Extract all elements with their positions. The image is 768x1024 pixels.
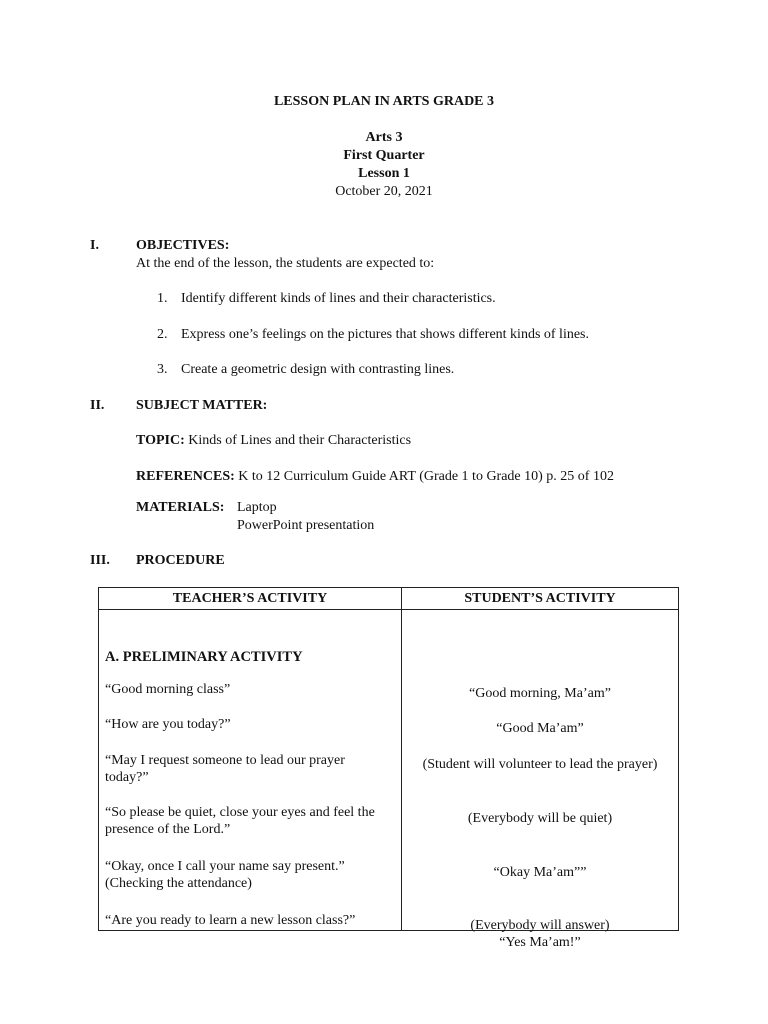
references-value: K to 12 Curriculum Guide ART (Grade 1 to Grade 10) p. 25 of 102: [238, 469, 614, 484]
procedure-heading: PROCEDURE: [136, 553, 225, 568]
teacher-activity-cell: [99, 610, 402, 931]
teacher-line: “Good morning class”: [105, 682, 231, 697]
objective-number: 2.: [157, 327, 168, 342]
references-label: REFERENCES:: [136, 469, 235, 484]
objective-item: Identify different kinds of lines and their characteristics.: [181, 291, 496, 306]
subject-line: Arts 3: [365, 130, 403, 145]
student-activity-header: STUDENT’S ACTIVITY: [402, 588, 679, 610]
student-line: (Everybody will be quiet): [467, 811, 613, 826]
lesson-line: Lesson 1: [358, 166, 410, 181]
material-item: PowerPoint presentation: [237, 518, 375, 533]
teacher-activity-header: TEACHER’S ACTIVITY: [99, 588, 402, 610]
student-line: (Student will volunteer to lead the prayer): [422, 757, 658, 772]
procedure-table: [98, 587, 679, 950]
topic-value: Kinds of Lines and their Characteristics: [188, 433, 412, 448]
student-line: “Okay Ma’am””: [493, 865, 587, 880]
objective-item: Express one’s feelings on the pictures that shows different kinds of lines.: [181, 327, 589, 342]
student-line: “Yes Ma’am!”: [499, 935, 581, 950]
teacher-line: “May I request someone to lead our prayer today?”: [105, 753, 345, 785]
objective-number: 1.: [157, 291, 168, 306]
objectives-intro: At the end of the lesson, the students are expected to:: [136, 256, 435, 271]
quarter-line: First Quarter: [343, 148, 425, 163]
student-line: (Everybody will answer): [470, 918, 610, 933]
procedure-numeral: III.: [90, 553, 110, 568]
subject-matter-numeral: II.: [90, 398, 105, 413]
preliminary-activity-heading: A. PRELIMINARY ACTIVITY: [105, 649, 303, 665]
references-row: [136, 468, 614, 486]
teacher-line: “So please be quiet, close your eyes and feel the presence of the Lord.”: [105, 805, 375, 837]
subject-matter-heading: SUBJECT MATTER:: [136, 398, 268, 413]
topic-label: TOPIC:: [136, 433, 185, 448]
objective-number: 3.: [157, 362, 168, 377]
date-line: October 20, 2021: [335, 184, 433, 199]
materials-label: MATERIALS:: [136, 500, 225, 515]
teacher-line: “Okay, once I call your name say present.” (Checking the attendance): [105, 859, 345, 891]
material-item: Laptop: [237, 500, 277, 515]
topic-row: [136, 432, 411, 450]
student-line: “Good Ma’am”: [496, 721, 584, 736]
objectives-heading: OBJECTIVES:: [136, 238, 230, 253]
objective-item: Create a geometric design with contrasting lines.: [181, 362, 455, 377]
student-activity-cell: [402, 610, 679, 950]
document-title: LESSON PLAN IN ARTS GRADE 3: [273, 94, 495, 109]
objectives-numeral: I.: [90, 238, 99, 253]
teacher-line: “Are you ready to learn a new lesson class?”: [105, 913, 356, 928]
student-line: “Good morning, Ma’am”: [469, 686, 611, 701]
teacher-line: “How are you today?”: [105, 717, 231, 732]
